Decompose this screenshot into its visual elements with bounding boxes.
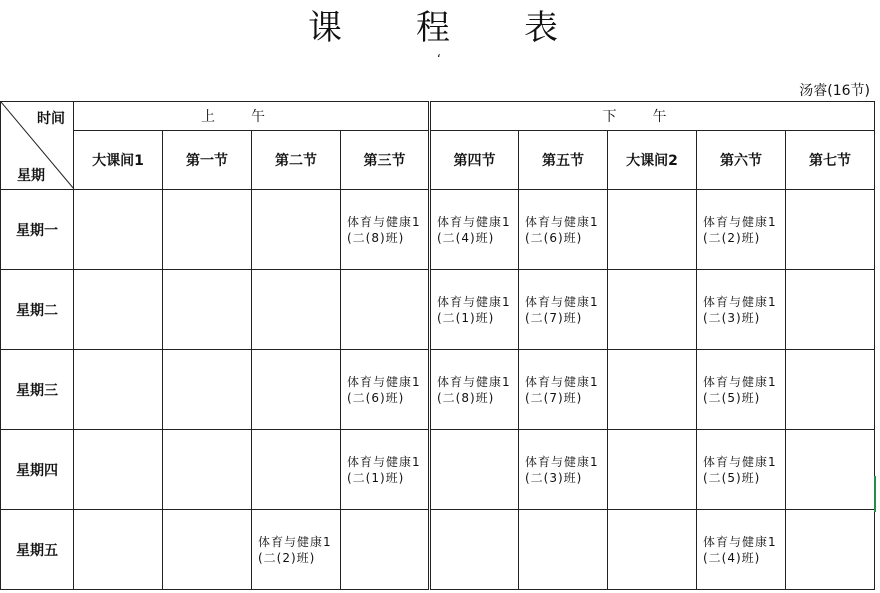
class-entry-line: 体育与健康1 [437,214,511,229]
header-row-periods [1,131,875,190]
corner-time-label: 时间 [37,111,65,127]
class-entry [431,214,518,246]
schedule-cell[interactable] [519,350,608,430]
class-entry-line: 体育与健康1 [347,454,421,469]
class-entry-line: 体育与健康1 [437,294,511,309]
class-entry-line: 体育与健康1 [703,454,777,469]
day-label: 星期五 [1,510,74,590]
period-header: 第四节 [430,131,519,190]
schedule-cell[interactable] [608,350,697,430]
period-header: 第一节 [163,131,252,190]
schedule-cell[interactable] [430,430,519,510]
class-entry [697,534,785,566]
schedule-cell[interactable] [74,350,163,430]
class-entry-line: (二(8)班) [437,390,495,405]
class-entry-line: (二(3)班) [525,470,583,485]
class-entry-line: (二(5)班) [703,470,761,485]
class-entry [341,214,428,246]
schedule-cell[interactable] [786,430,875,510]
class-entry-line: (二(4)班) [437,230,495,245]
schedule-cell[interactable] [786,190,875,270]
class-entry-line: (二(6)班) [525,230,583,245]
class-entry-line: (二(1)班) [347,470,405,485]
class-entry-line: (二(2)班) [258,550,316,565]
class-entry [519,294,607,326]
class-entry-line: 体育与健康1 [347,214,421,229]
class-entry-line: 体育与健康1 [258,534,332,549]
class-entry [341,454,428,486]
period-header: 第五节 [519,131,608,190]
schedule-row [1,510,875,590]
page-title: 课程表 [308,8,632,48]
class-entry-line: 体育与健康1 [437,374,511,389]
schedule-row [1,270,875,350]
corner-cell [1,102,74,190]
schedule-cell[interactable] [430,270,519,350]
schedule-cell[interactable] [341,350,430,430]
class-entry [697,294,785,326]
class-entry [519,374,607,406]
day-label: 星期一 [1,190,74,270]
class-entry-line: 体育与健康1 [703,374,777,389]
class-entry-line: (二(7)班) [525,310,583,325]
schedule-cell[interactable] [163,190,252,270]
schedule-cell[interactable] [697,350,786,430]
class-entry-line: 体育与健康1 [525,454,599,469]
schedule-cell[interactable] [341,510,430,590]
schedule-cell[interactable] [697,510,786,590]
period-header: 第六节 [697,131,786,190]
corner-day-label: 星期 [17,168,45,184]
schedule-cell[interactable] [252,510,341,590]
schedule-cell[interactable] [608,510,697,590]
schedule-row [1,430,875,510]
schedule-cell[interactable] [74,270,163,350]
day-label: 星期二 [1,270,74,350]
schedule-cell[interactable] [786,350,875,430]
schedule-row [1,350,875,430]
schedule-table [0,101,875,590]
class-entry-line: 体育与健康1 [525,374,599,389]
period-header: 第二节 [252,131,341,190]
class-entry-line: (二(8)班) [347,230,405,245]
schedule-cell[interactable] [697,430,786,510]
period-header: 第七节 [786,131,875,190]
schedule-cell[interactable] [608,190,697,270]
class-entry-line: 体育与健康1 [525,214,599,229]
schedule-cell[interactable] [252,190,341,270]
class-entry-line: (二(5)班) [703,390,761,405]
schedule-cell[interactable] [697,190,786,270]
period-header: 大课间2 [608,131,697,190]
schedule-cell[interactable] [163,270,252,350]
schedule-cell[interactable] [341,190,430,270]
class-entry-line: (二(4)班) [703,550,761,565]
schedule-cell[interactable] [252,270,341,350]
class-entry [252,534,340,566]
class-entry [697,374,785,406]
schedule-cell[interactable] [697,270,786,350]
class-entry [431,294,518,326]
teacher-label: 汤睿(16节) [799,83,870,99]
selection-edge-marker [874,476,880,512]
class-entry [519,214,607,246]
morning-header: 上午 [74,102,430,131]
class-entry [519,454,607,486]
class-entry-line: (二(3)班) [703,310,761,325]
schedule-cell[interactable] [74,190,163,270]
schedule-cell[interactable] [163,510,252,590]
schedule-cell[interactable] [519,270,608,350]
afternoon-header: 下午 [430,102,875,131]
period-header: 第三节 [341,131,430,190]
day-label: 星期四 [1,430,74,510]
class-entry [431,374,518,406]
schedule-cell[interactable] [163,430,252,510]
class-entry-line: 体育与健康1 [703,294,777,309]
schedule-cell[interactable] [74,510,163,590]
schedule-cell[interactable] [430,190,519,270]
class-entry-line: (二(6)班) [347,390,405,405]
header-row-halves [1,102,875,131]
schedule-cell[interactable] [786,270,875,350]
schedule-cell[interactable] [608,430,697,510]
schedule-cell[interactable] [519,190,608,270]
class-entry [697,214,785,246]
schedule-cell[interactable] [74,430,163,510]
schedule-cell[interactable] [608,270,697,350]
class-entry [341,374,428,406]
schedule-cell[interactable] [341,430,430,510]
day-label: 星期三 [1,350,74,430]
schedule-cell[interactable] [163,350,252,430]
schedule-cell[interactable] [786,510,875,590]
class-entry-line: 体育与健康1 [525,294,599,309]
class-entry-line: (二(7)班) [525,390,583,405]
schedule-row [1,190,875,270]
class-entry-line: (二(1)班) [437,310,495,325]
class-entry-line: (二(2)班) [703,230,761,245]
schedule-cell[interactable] [341,270,430,350]
class-entry-line: 体育与健康1 [347,374,421,389]
schedule-cell[interactable] [430,510,519,590]
schedule-cell[interactable] [430,350,519,430]
schedule-cell[interactable] [252,430,341,510]
class-entry-line: 体育与健康1 [703,214,777,229]
period-header: 大课间1 [74,131,163,190]
title-mark: ‘ [437,52,441,66]
class-entry [697,454,785,486]
schedule-cell[interactable] [519,510,608,590]
schedule-cell[interactable] [519,430,608,510]
class-entry-line: 体育与健康1 [703,534,777,549]
schedule-cell[interactable] [252,350,341,430]
